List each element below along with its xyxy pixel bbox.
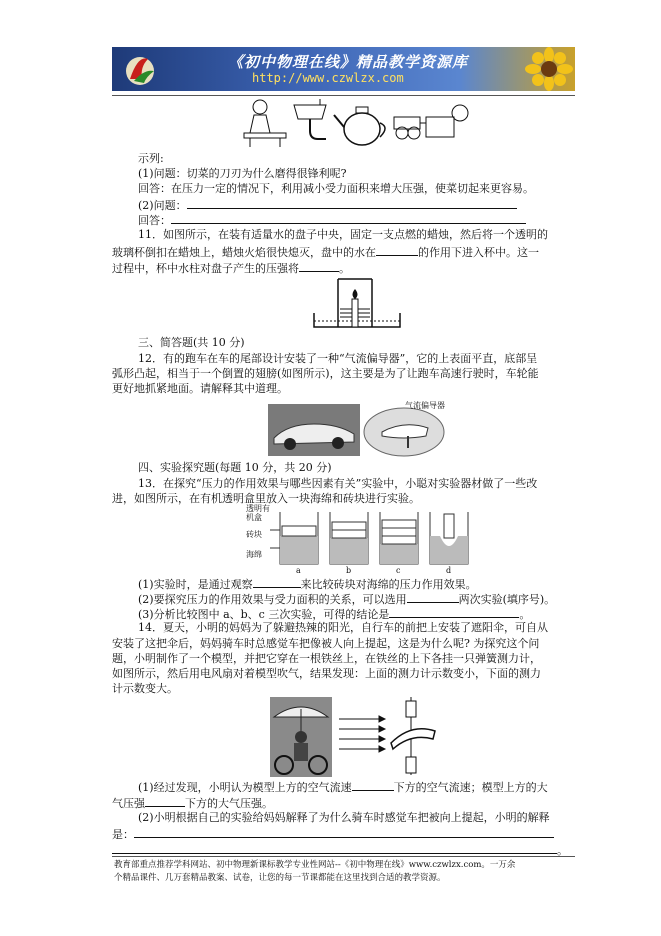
- q11-blank-1[interactable]: [376, 244, 418, 256]
- header-rule: [112, 95, 575, 96]
- footer-line-2: 个精品课件、几万套精品教案、试卷，让您的每一节课都能在这里找到合适的教学资源。: [114, 873, 446, 883]
- ox-cart-figure: [392, 97, 472, 149]
- q13-part-2-a: (2)要探究压力的作用效果与受力面积的关系，可以选用: [138, 593, 407, 606]
- example-answer-2: [138, 212, 526, 228]
- q14-part-1-b: 下方的空气流速；模型上方的大: [393, 781, 548, 794]
- example-question-2: [138, 197, 517, 213]
- airflow-model-figure: [335, 697, 445, 777]
- example-answer-1: 回答：在压力一定的情况下，利用减小受力面积来增大压强，使菜切起来更容易。: [138, 182, 534, 195]
- q14-blank-3[interactable]: [134, 826, 554, 838]
- q11-line-2-b: 的作用下进入杯中。这一: [418, 246, 539, 259]
- candle-glass-figure: [312, 275, 402, 333]
- cutting-vegetables-figure: [240, 97, 290, 149]
- panel-d-label: d: [446, 566, 452, 575]
- footer-rule: [112, 856, 575, 857]
- q13-part-1: [138, 576, 477, 592]
- q14-line-4: 如图所示，然后用电风扇对着模型吹气，结果发现：上面的测力计示数变小，下面的测力: [112, 667, 541, 680]
- q14-part-1-a: (1)经过发现，小明认为模型上方的空气流速: [138, 781, 352, 794]
- q13-part-3-b: 。: [519, 608, 531, 621]
- q13-blank-2[interactable]: [407, 591, 459, 603]
- sink-drain-figure: [290, 97, 330, 147]
- example-answer-2-label: 回答：: [138, 214, 171, 227]
- sunflower-icon: [527, 49, 571, 89]
- section-4-heading: 四、实验探究题(每题 10 分，共 20 分): [138, 461, 332, 474]
- q13-part-2-b: 两次实验(填序号)。: [458, 593, 556, 606]
- q12-line-1: 12．有的跑车在车的尾部设计安装了一种“气流偏导器”，它的上表面平直，底部呈: [138, 352, 538, 365]
- q14-line-3: 题，小明制作了一个模型，并把它穿在一根铁丝上，在铁丝的上下各挂一只弹簧测力计，: [112, 652, 541, 665]
- sponge-brick-figure: [270, 508, 480, 570]
- example-question-1: (1)问题：切菜的刀刃为什么磨得很锋利呢?: [138, 167, 347, 180]
- q14-part-2-end: 。: [557, 844, 568, 857]
- q14-blank-2[interactable]: [145, 795, 185, 807]
- label-sponge: 海绵: [246, 550, 262, 559]
- q11-line-1: 11．如图所示，在装有适量水的盘子中央，固定一支点燃的蜡烛，然后将一个透明的: [138, 228, 548, 241]
- q11-line-3-a: 过程中，杯中水柱对盘子产生的压强将: [112, 262, 299, 275]
- q13-part-2: [138, 591, 555, 607]
- example-answer-2-blank[interactable]: [171, 212, 526, 224]
- q14-part-1-cont: [112, 795, 273, 811]
- q14-line-2: 安装了这把伞后，妈妈骑车时总感觉车把像被人向上提起，这是为什么呢? 为探究这个问: [112, 637, 540, 650]
- spoiler-label: 气流偏导器: [405, 401, 445, 410]
- q14-blank-4[interactable]: [112, 842, 557, 854]
- q14-line-1: 14．夏天，小明的妈妈为了躲避热辣的阳光，自行车的前把上安装了遮阳伞，可自从: [138, 621, 548, 634]
- label-brick: 砖块: [246, 530, 262, 539]
- q13-part-1-b: 来比较砖块对海绵的压力作用效果。: [300, 578, 477, 591]
- q13-line-2: 进，如图所示，在有机透明盒里放入一块海绵和砖块进行实验。: [112, 492, 420, 505]
- q14-part-1: [138, 779, 548, 795]
- q11-line-3-b: 。: [339, 262, 350, 275]
- q13-part-1-a: (1)实验时，是通过观察: [138, 578, 253, 591]
- q13-part-3: [138, 606, 530, 622]
- q14-part-1-c: 气压强: [112, 797, 145, 810]
- panel-c-label: c: [396, 566, 401, 575]
- sports-car-figure: [268, 404, 360, 456]
- banner-title: 《初中物理在线》精品教学资源库: [228, 53, 469, 71]
- banner-url[interactable]: http://www.czwlzx.com: [252, 71, 404, 85]
- teapot-figure: [332, 97, 392, 149]
- panel-a-label: a: [296, 566, 301, 575]
- q11-blank-2[interactable]: [299, 260, 339, 272]
- site-logo-icon: [120, 49, 160, 89]
- q13-blank-3[interactable]: [389, 606, 519, 618]
- footer-line-1: 教育部重点推荐学科网站、初中物理新课标教学专业性网站--《初中物理在线》www.czwlzx.com。一万余: [114, 860, 516, 870]
- panel-b-label: b: [346, 566, 352, 575]
- label-box-2: 机盒: [246, 513, 262, 522]
- q14-part-1-d: 下方的大气压强。: [185, 797, 273, 810]
- q14-part-2-answer: [112, 826, 554, 842]
- example-question-2-blank[interactable]: [187, 197, 517, 209]
- example-question-2-label: (2)问题：: [138, 199, 187, 212]
- q11-line-2-a: 玻璃杯倒扣在蜡烛上，蜡烛火焰很快熄灭，盘中的水在: [112, 246, 376, 259]
- q11-line-2: [112, 244, 539, 260]
- q14-part-2: (2)小明根据自己的实验给妈妈解释了为什么骑车时感觉车把被向上提起，小明的解释: [138, 811, 550, 824]
- q14-line-5: 计示数变大。: [112, 682, 178, 695]
- q13-line-1: 13．在探究“压力的作用效果与哪些因素有关”实验中，小聪对实验器材做了一些改: [138, 477, 538, 490]
- bicycle-umbrella-photo: [270, 697, 332, 777]
- q13-blank-1[interactable]: [253, 576, 301, 588]
- q14-part-2-label: 是：: [112, 828, 134, 841]
- q12-line-3: 更好地抓紧地面。请解释其中道理。: [112, 382, 288, 395]
- label-box-1: 透明有: [246, 504, 270, 513]
- example-heading: 示列:: [138, 152, 164, 165]
- q11-line-3: [112, 260, 350, 276]
- q13-part-3-a: (3)分析比较图中 a、b、c 三次实验，可得的结论是: [138, 608, 390, 621]
- q12-line-2: 弧形凸起，相当于一个倒置的翅膀(如图所示)，这主要是为了让跑车高速行驶时，车轮能: [112, 367, 539, 380]
- q14-blank-1[interactable]: [352, 779, 394, 791]
- site-banner: [112, 47, 575, 91]
- section-3-heading: 三、简答题(共 10 分): [138, 336, 245, 349]
